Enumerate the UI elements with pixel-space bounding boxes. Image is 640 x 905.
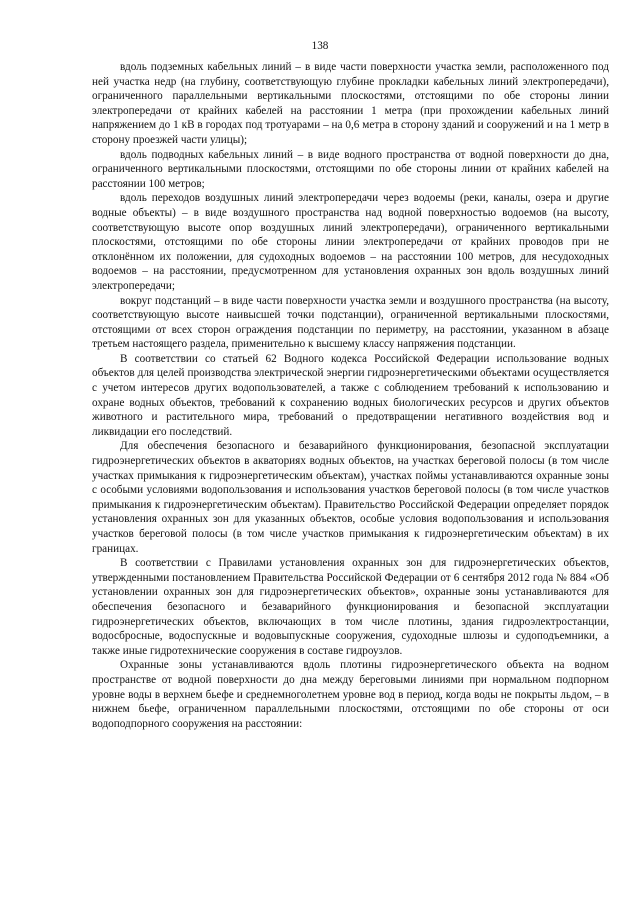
- paragraph-hydro-safety-zones: Для обеспечения безопасного и безаварийного функционирования, безопасной эксплуатации гидроэнергетических объектов в акваториях водных объектов, на участках береговой полосы (в том числе участках примыкания к гидроэнергетическим объектам), участках поймы устанавливаются охранные зоны с особыми условиями водопользования и использования участков береговой полосы (в том числе участков примыкания к гидроэнергетическим объектам). Правительство Российской Федерации определяет порядок установления охранных зон для указанных объектов, особые условия водопользования и использования участков береговой полосы (в том числе участков примыкания к гидроэнергетическим объектам) в их границах.: [92, 440, 609, 555]
- paragraph-substations: вокруг подстанций – в виде части поверхности участка земли и воздушного пространства (на высоту, соответствующую высоте наивысшей точки подстанции), ограниченной вертикальными плоскостями, отстоящими от всех сторон ограждения подстанции по периметру, на расстоянии, указанном в абзаце третьем настоящего раздела, применительно к высшему классу напряжения подстанции.: [92, 294, 609, 351]
- paragraph-water-code-article-62: В соответствии со статьей 62 Водного кодекса Российской Федерации использование водных объектов для целей производства электрической энергии гидроэнергетическими объектами осуществляется с учетом интересов других водопользователей, а также с соблюдением требований к использованию и охране водных объектов, требований к сохранению водных биологических ресурсов и других объектов животного и растительного мира, требований о предотвращении негативного воздействия вод и ликвидации его последствий.: [92, 352, 609, 438]
- page-number: 138: [311, 40, 329, 52]
- paragraph-underground-cable-lines: вдоль подземных кабельных линий – в виде части поверхности участка земли, расположенного под ней участка недр (на глубину, соответствующую глубине прокладки кабельных линий электропередачи), ограниченного параллельными вертикальными плоскостями, отстоящими по обе стороны линии электропередачи от крайних кабелей на расстоянии 1 метра (при прохождении кабельных линий напряжением до 1 кВ в городах под тротуарами – на 0,6 метра в сторону зданий и сооружений и на 1 метр в сторону проезжей части улицы);: [92, 61, 609, 146]
- paragraph-underwater-cable-lines: вдоль подводных кабельных линий – в виде водного пространства от водной поверхности до дна, ограниченного вертикальными плоскостями, отстоящими по обе стороны линии от крайних кабелей на расстоянии 100 метров;: [92, 148, 609, 190]
- paragraph-dam-protection-zones: Охранные зоны устанавливаются вдоль плотины гидроэнергетического объекта на водном пространстве от водной поверхности до дна между береговыми линиями при нормальном подпорном уровне воды в верхнем бьефе и среднемноголетнем уровне вод в период, когда воды не покрыты льдом, – в нижнем бьефе, ограниченном параллельными плоскостями, отстоящими по обе стороны от оси водоподпорного сооружения на расстоянии:: [92, 659, 609, 730]
- paragraph-protection-zone-rules: В соответствии с Правилами установления охранных зон для гидроэнергетических объектов, утвержденными постановлением Правительства Российской Федерации от 6 сентября 2012 года № 884 «Об установлении охранных зон для гидроэнергетических объектов», охранные зоны устанавливаются для обеспечения безопасного и безаварийного функционирования и безопасной эксплуатации гидроэнергетических объектов, включающих в том числе плотины, здания гидроэлектростанции, водосбросные, водоспускные и водовыпускные сооружения, судоходные шлюзы и судоподъемники, а также иные гидротехнические сооружения в составе гидроузлов.: [92, 557, 609, 657]
- paragraph-overhead-line-crossings: вдоль переходов воздушных линий электропередачи через водоемы (реки, каналы, озера и другие водные объекты) – в виде воздушного пространства над водной поверхностью водоемов (на высоту, соответствующую высоте опор воздушных линий электропередачи), ограниченного вертикальными плоскостями, отстоящими по обе стороны линии электропередачи от крайних проводов при не отклонённом их положении, для судоходных водоемов – на расстоянии 100 метров, для несудоходных водоемов – на расстоянии, предусмотренном для установления охранных зон вдоль воздушных линий электропередачи;: [92, 192, 609, 292]
- document-body: [92, 60, 609, 731]
